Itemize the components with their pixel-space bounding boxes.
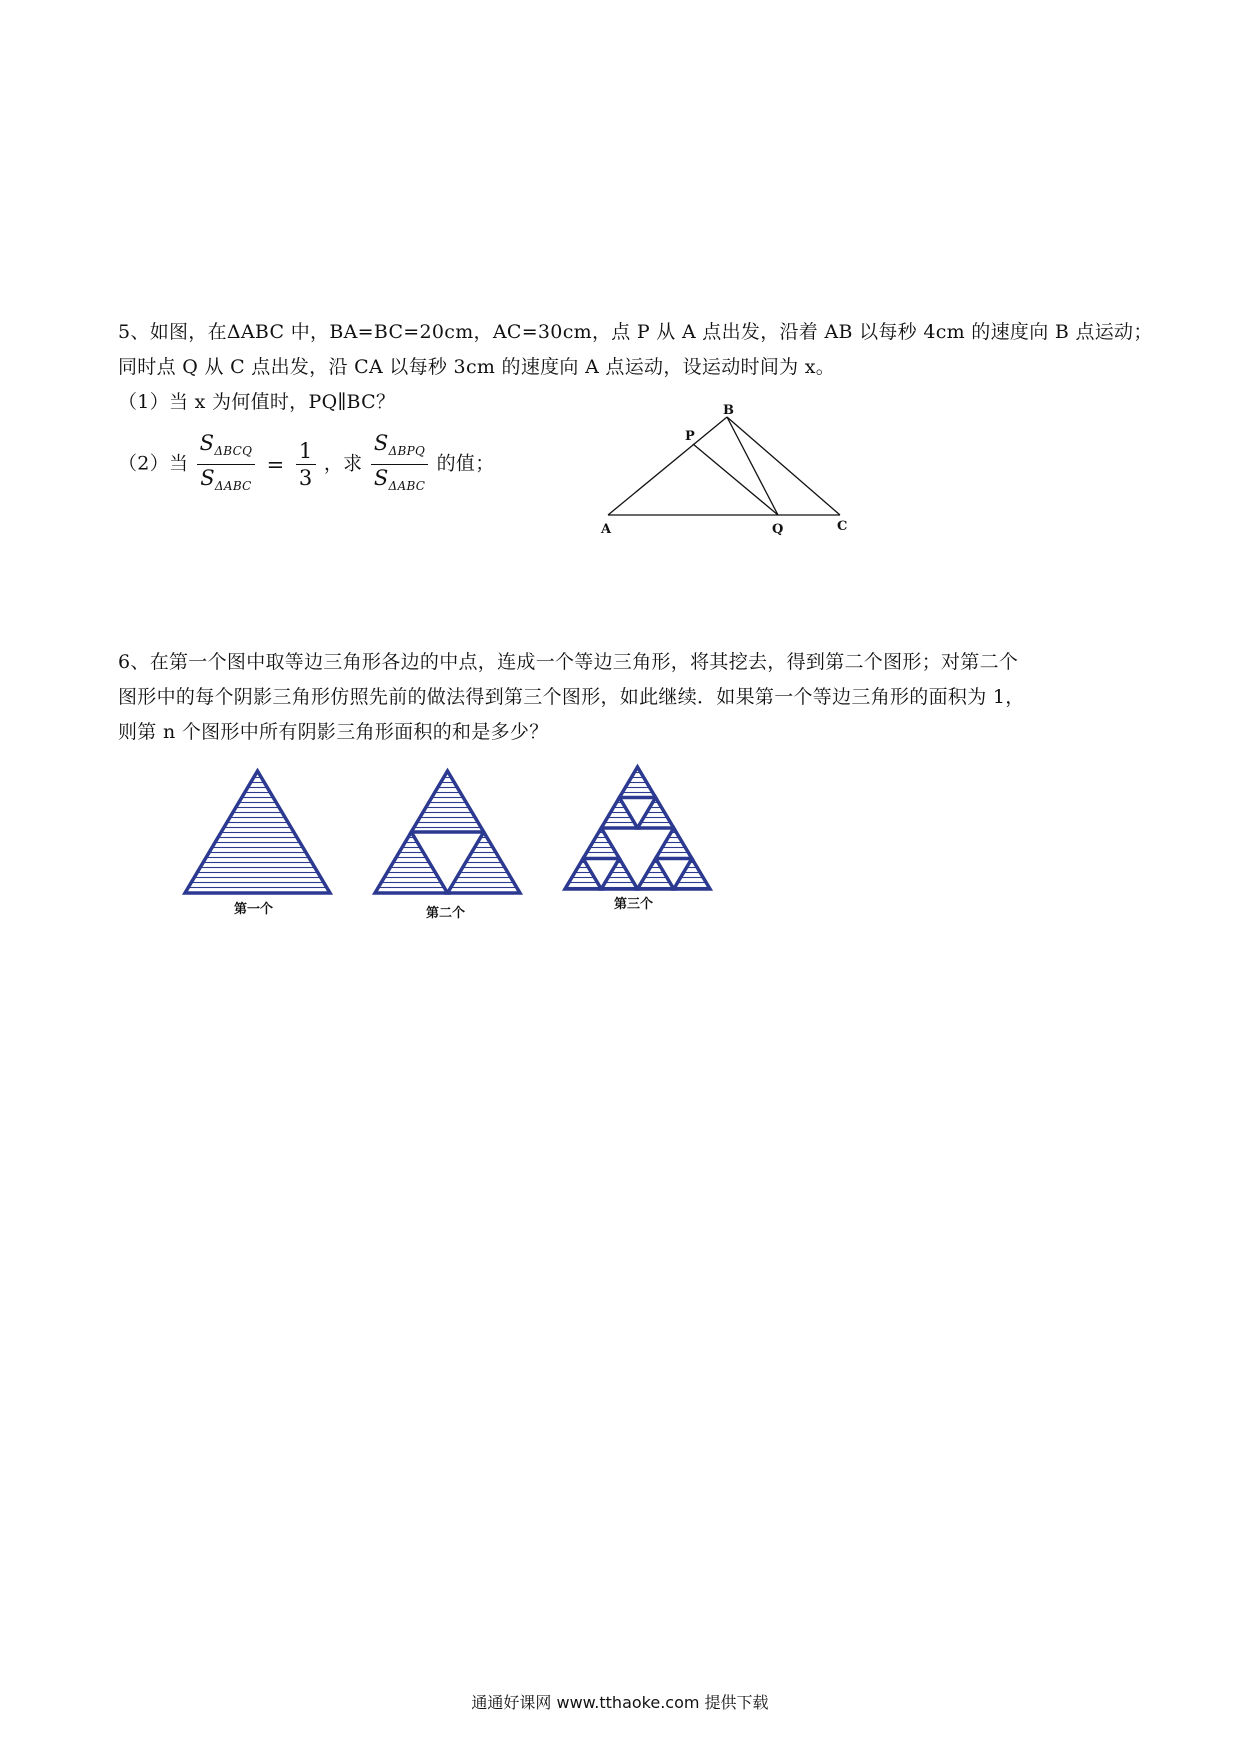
shaded-triangle [638,859,674,890]
segment-pq [693,444,778,515]
triangle-abc-diagram [590,400,870,540]
shaded-triangle [656,828,692,859]
page-footer: 通通好课网 www.tthaoke.com 提供下载 [471,1693,769,1712]
figure-2 [375,771,520,893]
fraction-bpq-over-abc [371,430,428,499]
q5-sub-question-1: （1）当 x 为何值时，PQ∥BC？ [118,391,396,413]
q6-line-2: 图形中的每个阴影三角形仿照先前的做法得到第三个图形，如此继续．如果第一个等边三角形的面积为 1， [118,686,1025,708]
label-a: A [601,522,612,537]
segment-bq [727,417,778,515]
fraction-bcq-over-abc [197,430,256,499]
fraction-one-third [296,438,316,491]
frac2-den: 3 [298,466,313,491]
q5-line-2: 同时点 Q 从 C 点出发，沿 CA 以每秒 3cm 的速度向 A 点运动，设运动时间为 x。 [118,356,836,378]
frac1-den: S [200,466,215,491]
frac3-num: S [373,431,389,455]
segment-ab [608,417,727,515]
q5-sub2-mid: ，求 [323,452,363,475]
frac1-num: S [199,431,215,455]
figure-1 [185,771,330,893]
shaded-triangle [448,832,521,893]
label-b: B [723,403,734,418]
frac1-den-sub: ΔABC [214,479,252,494]
segment-bc [727,417,840,515]
q6-line-3: 则第 n 个图形中所有阴影三角形面积的和是多少？ [118,721,549,743]
shaded-triangle [601,859,637,890]
q5-sub-question-2 [118,430,495,499]
caption-figure-1: 第一个 [234,902,274,917]
frac3-den: S [373,466,389,491]
shaded-triangle [375,832,448,893]
shaded-triangle [411,771,484,832]
shaded-triangle [674,859,710,890]
equals-sign: = [266,452,285,477]
label-p: P [685,429,695,444]
q5-line-1: 5、如图，在ΔABC 中，BA=BC=20cm，AC=30cm，点 P 从 A 点出发，沿着 AB 以每秒 4cm 的速度向 B 点运动； [118,321,1153,343]
q5-sub2-suffix: 的值； [436,452,495,475]
figure-3 [565,767,710,889]
q5-sub2-prefix: （2）当 [118,452,189,475]
shaded-triangle [638,798,674,829]
frac2-num: 1 [296,438,316,465]
shaded-triangle [565,859,601,890]
frac3-num-sub: ΔBPQ [388,444,426,459]
shaded-triangle [619,767,655,798]
q6-line-1: 6、在第一个图中取等边三角形各边的中点，连成一个等边三角形，将其挖去，得到第二个图形；对第二个 [118,651,1019,673]
caption-figure-2: 第二个 [426,906,466,921]
label-q: Q [772,522,784,537]
shaded-triangle [185,771,330,893]
shaded-triangle [601,798,637,829]
frac3-den-sub: ΔABC [388,479,426,494]
label-c: C [837,519,848,534]
shaded-triangle [583,828,619,859]
frac1-num-sub: ΔBCQ [214,444,253,459]
sierpinski-figures [170,755,730,895]
caption-figure-3: 第三个 [614,897,654,912]
